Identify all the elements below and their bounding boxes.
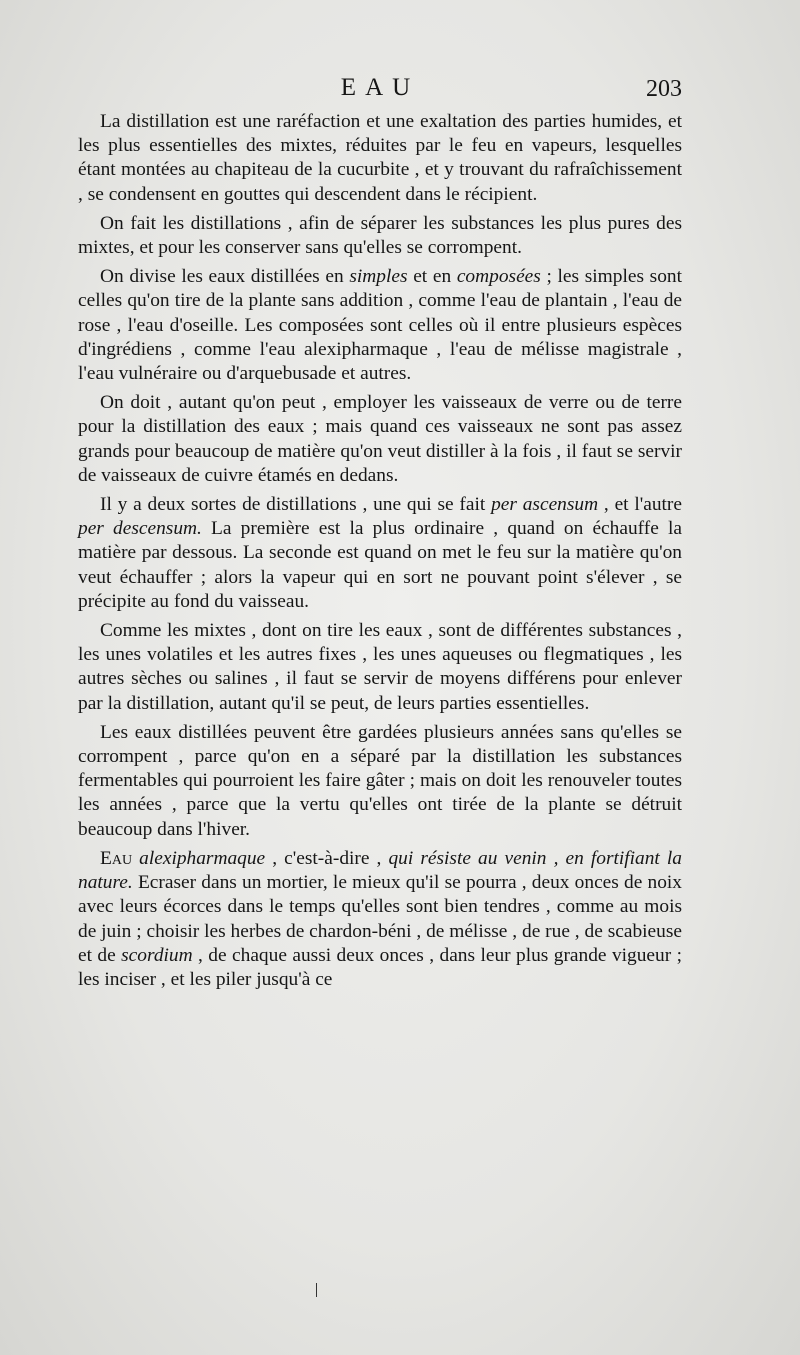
text-run: , et l'autre	[598, 494, 682, 516]
paragraph-two-kinds	[78, 493, 682, 614]
text-run: , c'est-à-dire ,	[265, 847, 389, 869]
italic-term: per ascensum	[491, 494, 599, 516]
italic-term: simples	[349, 266, 408, 288]
italic-term: scordium	[121, 944, 193, 966]
text-run: On divise les eaux distillées en	[100, 266, 350, 288]
italic-term: composées	[456, 266, 541, 288]
page-number: 203	[646, 76, 682, 102]
print-mark	[316, 1283, 317, 1297]
text-run: Il y a deux sortes de distillations , une qui se fait	[100, 494, 492, 516]
entry-lead: Eau	[100, 847, 133, 869]
page-header	[78, 74, 682, 108]
text-run: et en	[407, 266, 457, 288]
paragraph-vessels: On doit , autant qu'on peut , employer les vaisseaux de verre ou de terre pour la distillation des eaux ; mais quand ces vaisseaux ne sont pas assez grands pour beaucoup de matière qu'on veut distiller à la fois , il faut se servir de vaisseaux de cuivre étamés en dedans.	[78, 392, 682, 486]
paragraph-mixtes: Comme les mixtes , dont on tire les eaux , sont de différentes substances , les unes volatiles et les autres fixes , les unes aqueuses ou flegmatiques , les autres sèches ou salines , il faut se servir de moyens différens pour enlever par la distillation, autant qu'il se peut, de leurs parties essentielles.	[78, 620, 682, 714]
body-text	[78, 110, 682, 992]
paragraph-conservation: Les eaux distillées peuvent être gardées plusieurs années sans qu'elles se corrompent , parce qu'on en a séparé par la distillation les substances fermentables qui pourroient les faire gâter ; mais on doit les renouveler toutes les années , parce que la vertu qu'elles ont tirée de la plante se détruit beaucoup dans l'hiver.	[78, 721, 682, 840]
paragraph-purpose: On fait les distillations , afin de séparer les substances les plus pures des mixtes, et pour les conserver sans qu'elles se corrompent.	[78, 212, 682, 259]
italic-term: qui résiste au venin , en fortifiant la nature.	[78, 847, 682, 894]
paragraph-simple-composed	[78, 265, 682, 386]
text-run: Ecraser dans un mortier, le mieux qu'il se pourra , deux onces de noix avec leurs écorces dans le temps qu'elles sont bien tendres , comme au mois de juin ; choisir les herbes de chardon-béni , de mélisse , de rue , de scabieuse et de	[78, 872, 682, 966]
paragraph-distillation-definition: La distillation est une raréfaction et une exaltation des parties humides, et les plus essentielles des mixtes, réduites par le feu en vapeurs, lesquelles étant montées au chapiteau de la cucurbite , et y trouvant du rafraîchissement , se condensent en gouttes qui descendent dans le récipient.	[78, 111, 682, 205]
italic-term: alexipharmaque	[139, 847, 266, 869]
running-head: EAU	[340, 74, 420, 101]
text-run: ; les simples sont celles qu'on tire de la plante sans addition , comme l'eau de plantain , l'eau de rose , l'eau d'oseille. Les composées sont celles où il entre plusieurs espèces d'ingrédiens , comme l'eau alexipharmaque , l'eau de mélisse magistrale , l'eau vulnéraire ou d'arquebusade et autres.	[78, 266, 682, 385]
text-run: , de chaque aussi deux onces , dans leur plus grande vigueur ; les inciser , et les piler jusqu'à ce	[78, 944, 682, 990]
text-run: La première est la plus ordinaire , quand on échauffe la matière par dessous. La seconde est quand on met le feu sur la matière qu'on veut échauffer ; alors la vapeur qui en sort ne pouvant point s'élever , se précipite au fond du vaisseau.	[78, 518, 682, 612]
paragraph-eau-alexipharmaque	[78, 847, 682, 992]
italic-term: per descensum.	[78, 518, 202, 540]
